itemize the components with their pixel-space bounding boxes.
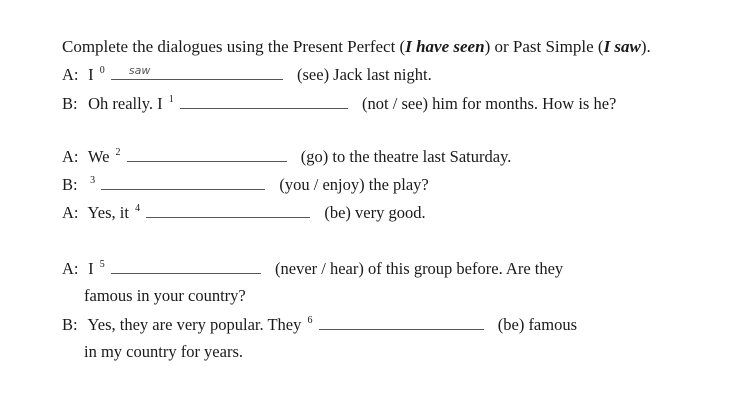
answer-blank-1[interactable] xyxy=(180,93,348,109)
instruction-part2: ) or Past Simple ( xyxy=(484,37,604,56)
instruction-part3: ). xyxy=(640,37,651,56)
speaker-label: A: xyxy=(62,259,79,278)
line-text-before: I xyxy=(88,65,94,84)
answer-blank-0[interactable] xyxy=(111,64,283,80)
line-text-after: (see) Jack last night. xyxy=(297,65,432,84)
gap-number: 2 xyxy=(115,147,121,158)
speaker-label: A: xyxy=(62,147,79,166)
dialogue-line xyxy=(84,286,246,306)
speaker-label: B: xyxy=(62,94,78,113)
answer-blank-2[interactable] xyxy=(127,146,287,162)
dialogue-line xyxy=(62,314,577,338)
line-text-after: (be) very good. xyxy=(324,203,426,222)
line-text-after: (go) to the theatre last Saturday. xyxy=(300,147,512,166)
gap-number: 4 xyxy=(135,203,141,214)
instruction-example-present-perfect: I have seen xyxy=(405,37,485,56)
speaker-label: A: xyxy=(62,203,79,222)
answer-blank-3[interactable] xyxy=(101,174,265,190)
line-text-before: Yes, it xyxy=(87,203,129,222)
dialogue-line xyxy=(62,174,429,198)
gap-number: 6 xyxy=(307,315,313,326)
dialogue-line xyxy=(62,93,616,117)
dialogue-line xyxy=(62,146,511,170)
answer-blank-4[interactable] xyxy=(146,202,310,218)
instruction-text xyxy=(62,37,651,57)
speaker-label: B: xyxy=(62,175,78,194)
line-text-after: (never / hear) of this group before. Are they xyxy=(275,259,564,278)
gap-number: 3 xyxy=(90,175,96,186)
line-text-before: Yes, they are very popular. They xyxy=(87,315,302,334)
line-text-before: I xyxy=(88,259,94,278)
answer-blank-6[interactable] xyxy=(319,314,484,330)
answer-blank-5[interactable] xyxy=(111,258,261,274)
line-text-after: (be) famous xyxy=(497,315,578,334)
line-text-after: (not / see) him for months. How is he? xyxy=(362,94,617,113)
speaker-label: B: xyxy=(62,315,78,334)
speaker-label: A: xyxy=(62,65,79,84)
gap-number: 5 xyxy=(99,259,105,270)
line-text-after: (you / enjoy) the play? xyxy=(279,175,429,194)
dialogue-line xyxy=(62,64,432,88)
line-text-before: in my country for years. xyxy=(84,342,243,361)
gap-number: 0 xyxy=(99,65,105,76)
line-text-before: famous in your country? xyxy=(84,286,246,305)
dialogue-line xyxy=(84,342,243,362)
line-text-before: Oh really. I xyxy=(88,94,163,113)
instruction-part1: Complete the dialogues using the Present Perfect ( xyxy=(62,37,406,56)
gap-number: 1 xyxy=(168,94,174,105)
line-text-before: We xyxy=(87,147,110,166)
dialogue-line xyxy=(62,258,563,282)
instruction-example-past-simple: I saw xyxy=(603,37,641,56)
dialogue-line xyxy=(62,202,426,226)
answer-example: saw xyxy=(128,64,151,77)
